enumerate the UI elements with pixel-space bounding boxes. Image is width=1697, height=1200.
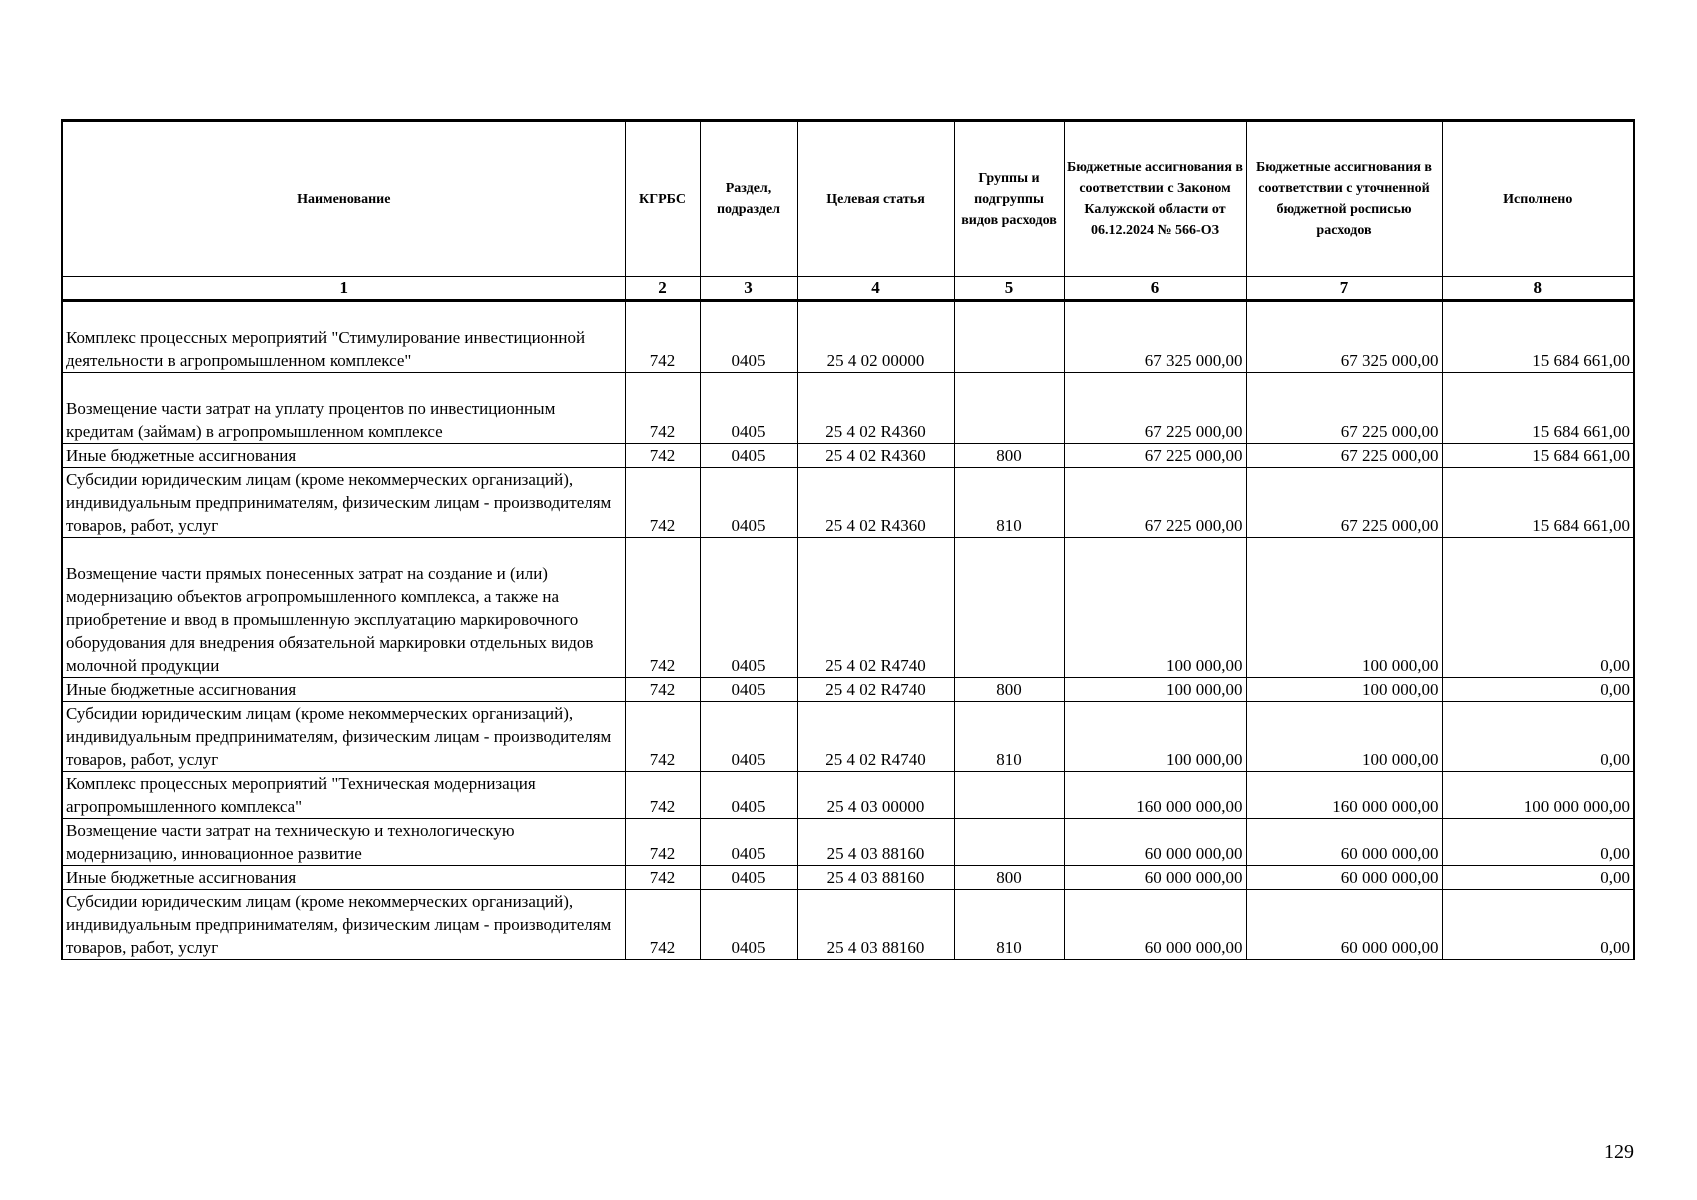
cell-name: Иные бюджетные ассигнования <box>62 444 625 468</box>
cell-vid <box>954 373 1064 444</box>
col-header-done: Исполнено <box>1442 121 1634 277</box>
cell-statya: 25 4 03 88160 <box>797 890 954 960</box>
cell-rospis: 60 000 000,00 <box>1246 819 1442 866</box>
cell-name: Комплекс процессных мероприятий "Техническая модернизация агропромышленного комплекса" <box>62 772 625 819</box>
cell-rospis: 100 000,00 <box>1246 702 1442 772</box>
cell-done: 0,00 <box>1442 819 1634 866</box>
col-number-4: 4 <box>797 277 954 301</box>
cell-statya: 25 4 02 R4740 <box>797 702 954 772</box>
cell-rospis: 67 225 000,00 <box>1246 373 1442 444</box>
cell-vid <box>954 772 1064 819</box>
cell-statya: 25 4 03 88160 <box>797 819 954 866</box>
cell-rospis: 60 000 000,00 <box>1246 890 1442 960</box>
col-number-1: 1 <box>62 277 625 301</box>
col-header-kgrbs: КГРБС <box>625 121 700 277</box>
table-row <box>62 444 1634 468</box>
cell-kgrbs: 742 <box>625 538 700 678</box>
table-row <box>62 772 1634 819</box>
cell-done: 15 684 661,00 <box>1442 301 1634 373</box>
col-header-law: Бюджетные ассигнования в соответствии с Законом Калужской области от 06.12.2024 № 566-ОЗ <box>1064 121 1246 277</box>
cell-rospis: 67 225 000,00 <box>1246 468 1442 538</box>
header-row <box>62 121 1634 277</box>
cell-rospis: 67 325 000,00 <box>1246 301 1442 373</box>
col-header-statya: Целевая статья <box>797 121 954 277</box>
cell-kgrbs: 742 <box>625 468 700 538</box>
cell-razdel: 0405 <box>700 301 797 373</box>
cell-done: 15 684 661,00 <box>1442 444 1634 468</box>
cell-vid: 800 <box>954 678 1064 702</box>
cell-name: Возмещение части затрат на уплату процентов по инвестиционным кредитам (займам) в агропромышленном комплексе <box>62 373 625 444</box>
col-number-5: 5 <box>954 277 1064 301</box>
col-number-7: 7 <box>1246 277 1442 301</box>
col-number-2: 2 <box>625 277 700 301</box>
table-row <box>62 538 1634 678</box>
col-header-razdel: Раздел, подраздел <box>700 121 797 277</box>
cell-vid <box>954 301 1064 373</box>
column-number-row <box>62 277 1634 301</box>
table-row <box>62 890 1634 960</box>
cell-done: 0,00 <box>1442 538 1634 678</box>
cell-vid <box>954 819 1064 866</box>
cell-vid: 800 <box>954 866 1064 890</box>
cell-razdel: 0405 <box>700 538 797 678</box>
col-header-name: Наименование <box>62 121 625 277</box>
cell-statya: 25 4 02 R4360 <box>797 468 954 538</box>
cell-statya: 25 4 02 R4740 <box>797 538 954 678</box>
table-row <box>62 702 1634 772</box>
cell-vid: 810 <box>954 890 1064 960</box>
cell-name: Субсидии юридическим лицам (кроме некоммерческих организаций), индивидуальным предпринимателям, физическим лицам - производителям товаров, работ, услуг <box>62 468 625 538</box>
cell-kgrbs: 742 <box>625 373 700 444</box>
col-number-8: 8 <box>1442 277 1634 301</box>
cell-statya: 25 4 03 00000 <box>797 772 954 819</box>
cell-kgrbs: 742 <box>625 678 700 702</box>
cell-kgrbs: 742 <box>625 772 700 819</box>
cell-razdel: 0405 <box>700 866 797 890</box>
cell-rospis: 60 000 000,00 <box>1246 866 1442 890</box>
table-row <box>62 301 1634 373</box>
cell-done: 15 684 661,00 <box>1442 373 1634 444</box>
cell-vid <box>954 538 1064 678</box>
table-row <box>62 373 1634 444</box>
cell-razdel: 0405 <box>700 819 797 866</box>
cell-vid: 810 <box>954 468 1064 538</box>
cell-kgrbs: 742 <box>625 301 700 373</box>
cell-vid: 800 <box>954 444 1064 468</box>
col-header-vid: Группы и подгруппы видов расходов <box>954 121 1064 277</box>
cell-law: 67 225 000,00 <box>1064 468 1246 538</box>
cell-law: 67 225 000,00 <box>1064 373 1246 444</box>
table-row <box>62 866 1634 890</box>
cell-law: 60 000 000,00 <box>1064 819 1246 866</box>
cell-statya: 25 4 03 88160 <box>797 866 954 890</box>
table-body <box>62 301 1634 960</box>
cell-name: Субсидии юридическим лицам (кроме некоммерческих организаций), индивидуальным предпринимателям, физическим лицам - производителям товаров, работ, услуг <box>62 702 625 772</box>
cell-law: 100 000,00 <box>1064 538 1246 678</box>
cell-law: 67 225 000,00 <box>1064 444 1246 468</box>
cell-razdel: 0405 <box>700 468 797 538</box>
cell-statya: 25 4 02 00000 <box>797 301 954 373</box>
cell-rospis: 100 000,00 <box>1246 678 1442 702</box>
cell-law: 100 000,00 <box>1064 678 1246 702</box>
cell-kgrbs: 742 <box>625 866 700 890</box>
cell-done: 0,00 <box>1442 678 1634 702</box>
col-number-3: 3 <box>700 277 797 301</box>
cell-name: Возмещение части прямых понесенных затрат на создание и (или) модернизацию объектов агропромышленного комплекса, а также на приобретение и ввод в промышленную эксплуатацию маркировочного оборудования для внедрения обязательной маркировки отдельных видов молочной продукции <box>62 538 625 678</box>
cell-law: 160 000 000,00 <box>1064 772 1246 819</box>
cell-name: Иные бюджетные ассигнования <box>62 866 625 890</box>
col-header-rospis: Бюджетные ассигнования в соответствии с уточненной бюджетной росписью расходов <box>1246 121 1442 277</box>
cell-name: Иные бюджетные ассигнования <box>62 678 625 702</box>
page-number: 129 <box>1604 1141 1634 1163</box>
cell-statya: 25 4 02 R4360 <box>797 444 954 468</box>
cell-statya: 25 4 02 R4740 <box>797 678 954 702</box>
cell-law: 67 325 000,00 <box>1064 301 1246 373</box>
table-row <box>62 468 1634 538</box>
cell-law: 60 000 000,00 <box>1064 866 1246 890</box>
cell-rospis: 67 225 000,00 <box>1246 444 1442 468</box>
cell-razdel: 0405 <box>700 444 797 468</box>
table-row <box>62 678 1634 702</box>
cell-razdel: 0405 <box>700 772 797 819</box>
cell-statya: 25 4 02 R4360 <box>797 373 954 444</box>
cell-law: 100 000,00 <box>1064 702 1246 772</box>
cell-razdel: 0405 <box>700 373 797 444</box>
cell-done: 100 000 000,00 <box>1442 772 1634 819</box>
cell-vid: 810 <box>954 702 1064 772</box>
cell-done: 0,00 <box>1442 702 1634 772</box>
cell-rospis: 160 000 000,00 <box>1246 772 1442 819</box>
cell-done: 0,00 <box>1442 866 1634 890</box>
cell-done: 0,00 <box>1442 890 1634 960</box>
cell-razdel: 0405 <box>700 702 797 772</box>
cell-name: Возмещение части затрат на техническую и технологическую модернизацию, инновационное развитие <box>62 819 625 866</box>
cell-kgrbs: 742 <box>625 890 700 960</box>
budget-table <box>61 119 1635 960</box>
cell-done: 15 684 661,00 <box>1442 468 1634 538</box>
cell-name: Субсидии юридическим лицам (кроме некоммерческих организаций), индивидуальным предпринимателям, физическим лицам - производителям товаров, работ, услуг <box>62 890 625 960</box>
col-number-6: 6 <box>1064 277 1246 301</box>
cell-name: Комплекс процессных мероприятий "Стимулирование инвестиционной деятельности в агропромышленном комплексе" <box>62 301 625 373</box>
cell-kgrbs: 742 <box>625 444 700 468</box>
cell-razdel: 0405 <box>700 890 797 960</box>
cell-kgrbs: 742 <box>625 702 700 772</box>
cell-law: 60 000 000,00 <box>1064 890 1246 960</box>
cell-razdel: 0405 <box>700 678 797 702</box>
cell-rospis: 100 000,00 <box>1246 538 1442 678</box>
table-header <box>62 121 1634 301</box>
table-row <box>62 819 1634 866</box>
cell-kgrbs: 742 <box>625 819 700 866</box>
